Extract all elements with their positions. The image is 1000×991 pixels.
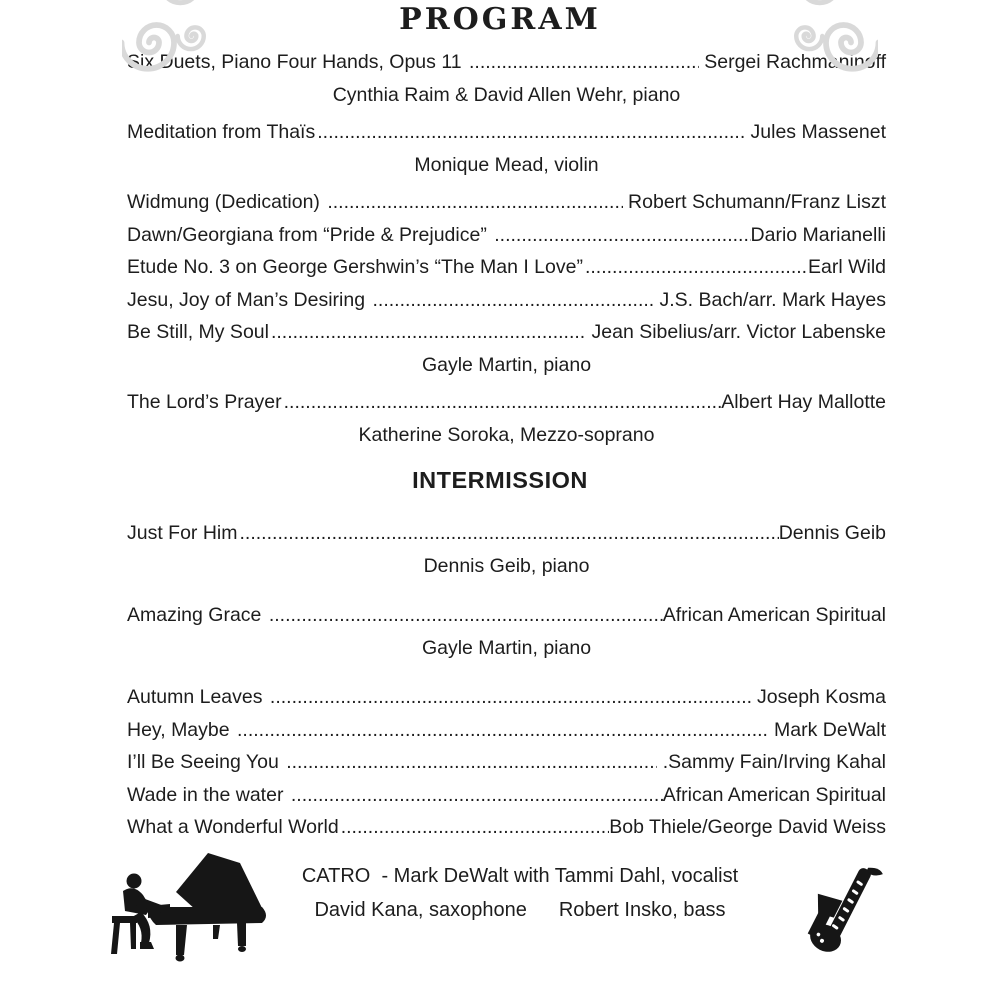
page-title: PROGRAM — [399, 2, 601, 37]
piece-title: Be Still, My Soul — [127, 321, 269, 343]
intermission-heading: INTERMISSION — [412, 467, 588, 493]
piece-title: Just For Him — [127, 522, 238, 544]
piece-title: Autumn Leaves — [127, 686, 268, 708]
piece-title: Meditation from Thaïs — [127, 121, 316, 143]
footer-performer-left: David Kana, saxophone — [314, 898, 527, 921]
swirl-icon — [122, 0, 234, 84]
dot-leader — [269, 316, 586, 349]
swirl-ornament-right — [766, 0, 878, 84]
composer-name: Robert Schumann/Franz Liszt — [622, 191, 886, 213]
program-group — [127, 116, 886, 181]
composer-name: Albert Hay Mallotte — [721, 391, 886, 413]
piece-title: Etude No. 3 on George Gershwin’s “The Man I Love” — [127, 256, 583, 278]
program-row — [127, 116, 886, 149]
program-group — [127, 186, 886, 381]
saxophone-icon — [794, 858, 896, 964]
composer-name: Mark DeWalt — [768, 718, 886, 741]
performer-line: Gayle Martin, piano — [421, 353, 592, 376]
piece-title: What a Wonderful World — [127, 816, 339, 838]
piece-title: Widmung (Dedication) — [127, 191, 326, 213]
program-row — [127, 681, 886, 714]
program-group — [127, 517, 886, 582]
footer — [0, 846, 1000, 988]
dot-leader — [492, 219, 750, 252]
composer-name: Bob Thiele/George David Weiss — [609, 816, 886, 838]
program-group — [127, 599, 886, 664]
composer-name: .Sammy Fain/Irving Kahal — [657, 751, 886, 773]
ensemble-line: CATRO - Mark DeWalt with Tammi Dahl, vocalist — [301, 864, 739, 887]
program-row — [127, 599, 886, 632]
dot-leader — [238, 517, 779, 550]
footer-performer-right: Robert Insko, bass — [558, 898, 726, 921]
composer-name: Dario Marianelli — [750, 223, 886, 246]
program-second-half — [127, 517, 886, 844]
dot-leader — [315, 116, 745, 149]
composer-name: Earl Wild — [807, 256, 886, 278]
program-row — [127, 219, 886, 252]
piece-title: Six Duets, Piano Four Hands, Opus 11 — [127, 51, 467, 73]
composer-name: J.S. Bach/arr. Mark Hayes — [654, 288, 886, 311]
performer-line: Katherine Soroka, Mezzo-soprano — [358, 423, 655, 446]
program-row — [127, 714, 886, 747]
performer-line: Cynthia Raim & David Allen Wehr, piano — [332, 83, 681, 106]
piece-title: Amazing Grace — [127, 604, 267, 626]
pianist-icon — [110, 850, 278, 966]
program-row — [127, 284, 886, 317]
composer-name: Jules Massenet — [745, 121, 886, 143]
program-row — [127, 386, 886, 419]
program-row — [127, 779, 886, 812]
program-row — [127, 316, 886, 349]
program-row — [127, 746, 886, 779]
dot-leader — [289, 779, 663, 812]
piece-title: Hey, Maybe — [127, 718, 236, 741]
piece-title: Wade in the water — [127, 783, 289, 806]
performer-line: Gayle Martin, piano — [421, 636, 592, 659]
footer-text — [270, 846, 770, 927]
footer-performers-line — [270, 893, 770, 927]
performer-line: Monique Mead, violin — [414, 153, 599, 176]
piece-title: Dawn/Georgiana from “Pride & Prejudice” — [127, 223, 493, 246]
piece-title: The Lord’s Prayer — [127, 391, 282, 413]
piece-title: Jesu, Joy of Man’s Desiring — [127, 288, 371, 311]
program-row — [127, 186, 886, 219]
program-group — [127, 386, 886, 451]
dot-leader — [325, 186, 622, 219]
performer-line: Dennis Geib, piano — [423, 554, 590, 577]
program-row — [127, 811, 886, 844]
dot-leader — [583, 251, 808, 284]
dot-leader — [267, 599, 663, 632]
dot-leader — [371, 284, 655, 317]
program-row — [127, 517, 886, 550]
dot-leader — [284, 746, 657, 779]
composer-name: Sergei Rachmaninoff — [698, 51, 886, 73]
composer-name: Jean Sibelius/arr. Victor Labenske — [586, 321, 886, 343]
program-row — [127, 251, 886, 284]
composer-name: Joseph Kosma — [751, 686, 886, 708]
composer-name: African American Spiritual — [662, 783, 886, 806]
dot-leader — [282, 386, 722, 419]
swirl-ornament-left — [122, 0, 234, 84]
dot-leader — [339, 811, 610, 844]
swirl-icon — [766, 0, 878, 84]
dot-leader — [268, 681, 752, 714]
composer-name: African American Spiritual — [662, 604, 886, 626]
program-first-half — [127, 46, 886, 451]
piece-title: I’ll Be Seeing You — [127, 751, 285, 773]
dot-leader — [467, 46, 699, 79]
dot-leader — [235, 714, 769, 747]
composer-name: Dennis Geib — [778, 522, 886, 544]
program-group — [127, 681, 886, 844]
